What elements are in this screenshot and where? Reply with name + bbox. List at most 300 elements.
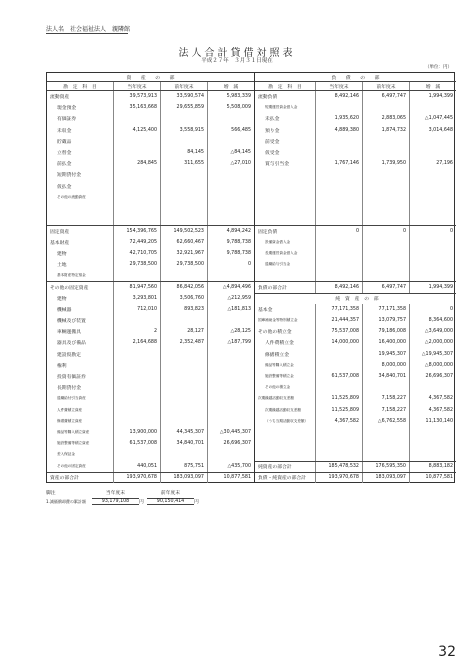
liability-row [255, 181, 456, 192]
liability-account-label: 流動負債 [255, 91, 316, 102]
liability-prev-value: 79,186,008 [363, 326, 410, 337]
liability-row [255, 192, 456, 203]
org-label: 法人名 [46, 26, 65, 33]
asset-cur-value: 2,164,688 [114, 337, 161, 348]
liability-prev-value: 1,739,950 [363, 158, 410, 169]
asset-diff-value [208, 270, 254, 281]
asset-diff-value: 5,508,009 [226, 105, 251, 111]
liability-prev-value [363, 270, 410, 281]
asset-row [47, 169, 254, 180]
asset-cur-value: 2 [114, 326, 161, 337]
liability-cur-value [316, 102, 363, 113]
liabilities-column-headers [255, 82, 456, 91]
liability-account-label [255, 169, 316, 180]
asset-account-label: 立替金 [47, 147, 114, 158]
liability-account-label [255, 270, 316, 281]
asset-account-label: その他の流動資産 [47, 192, 114, 203]
liability-prev-value: 7,158,227 [363, 393, 410, 404]
liability-cur-value [316, 259, 363, 270]
asset-cur-value: 3,293,801 [114, 293, 161, 304]
asset-cur-value [114, 382, 161, 393]
liability-row [255, 461, 456, 472]
liability-diff-value [410, 192, 456, 203]
liability-row [255, 337, 456, 348]
liab-col-current: 当年度末 [316, 82, 363, 90]
liability-row [255, 371, 456, 382]
liability-prev-value [363, 237, 410, 248]
liability-account-label: その他の積立金 [255, 326, 316, 337]
asset-cur-value [114, 371, 161, 382]
asset-row [47, 270, 254, 281]
liability-cur-value [316, 136, 363, 147]
asset-cur-value [114, 270, 161, 281]
liability-cur-value: 4,367,582 [316, 416, 363, 427]
liability-prev-value: 6,497,747 [363, 282, 410, 292]
asset-account-label: 建物 [47, 293, 114, 304]
asset-diff-value: 26,696,307 [223, 441, 251, 447]
asset-cur-value [114, 192, 161, 203]
asset-prev-value [161, 113, 208, 124]
liability-prev-value: 34,840,701 [363, 371, 410, 382]
liability-account-label: 純 資 産 の 部 [335, 297, 379, 303]
asset-row [47, 304, 254, 315]
liability-account-label [255, 181, 316, 192]
liability-account-label: 負債・純資産の部合計 [255, 473, 316, 483]
asset-cur-value: 29,738,500 [114, 259, 161, 270]
liability-cur-value: 8,492,146 [316, 282, 363, 292]
asset-cur-value: 35,163,668 [114, 102, 161, 113]
liability-cur-value [316, 438, 363, 449]
asset-account-label [47, 203, 114, 214]
asset-prev-value: 34,840,701 [161, 438, 208, 449]
asset-row [47, 382, 254, 393]
asset-diff-value [208, 393, 254, 404]
asset-cur-value [114, 136, 161, 147]
asset-row [47, 225, 254, 236]
liability-prev-value: 7,158,227 [363, 405, 410, 416]
liability-account-label [255, 449, 316, 460]
liability-prev-value [363, 214, 410, 225]
footnote-previous-value: 90,150,414 [147, 498, 194, 505]
footnote-current-value: 93,179,108 [92, 498, 139, 505]
liability-row [255, 169, 456, 180]
assets-column-headers [47, 82, 254, 91]
asset-prev-value [161, 214, 208, 225]
liability-cur-value: 4,889,380 [316, 125, 363, 136]
liability-account-label: 国庫補助金等特別積立金 [255, 315, 316, 326]
asset-diff-value: 10,877,581 [223, 475, 251, 481]
liability-cur-value [316, 237, 363, 248]
asset-prev-value [161, 382, 208, 393]
liability-cur-value [316, 360, 363, 371]
liability-account-label: 基本金 [255, 304, 316, 315]
liability-cur-value [316, 203, 363, 214]
liability-cur-value: 11,525,809 [316, 405, 363, 416]
asset-diff-value [208, 136, 254, 147]
asset-prev-value: 183,093,097 [161, 473, 208, 483]
footnote-table [46, 488, 286, 506]
asset-cur-value [114, 214, 161, 225]
page-number: 32 [438, 644, 456, 660]
liability-row [255, 427, 456, 438]
asset-account-label: 短期貸付金 [47, 169, 114, 180]
asset-prev-value: 33,590,574 [161, 91, 208, 102]
liability-diff-value: 27,196 [436, 161, 453, 167]
assets-section-header [47, 73, 254, 82]
liability-row [255, 147, 456, 158]
asset-prev-value: 29,655,859 [161, 102, 208, 113]
assets-section-title: 資 産 の 部 [126, 75, 175, 81]
asset-diff-value [208, 203, 254, 214]
liability-cur-value: 61,537,008 [316, 371, 363, 382]
org-header [46, 24, 130, 33]
liability-row [255, 237, 456, 248]
assets-col-account: 勘 定 科 目 [47, 82, 114, 90]
asset-prev-value: 311,655 [161, 158, 208, 169]
liability-row [255, 281, 456, 292]
liability-row [255, 326, 456, 337]
liability-prev-value: 16,400,000 [363, 337, 410, 348]
liability-prev-value [363, 248, 410, 259]
liability-cur-value: 193,970,678 [316, 473, 363, 483]
liability-diff-value: 3,014,648 [428, 127, 453, 133]
liability-diff-value: △1,047,445 [424, 116, 453, 122]
asset-account-label: 人件費積立資産 [47, 405, 114, 416]
asset-prev-value [161, 416, 208, 427]
liability-row [255, 349, 456, 360]
liability-account-label: 未払金 [255, 113, 316, 124]
asset-prev-value: 28,127 [161, 326, 208, 337]
liability-account-label: 預り金 [255, 125, 316, 136]
asset-diff-value: 566,485 [231, 127, 251, 133]
asset-prev-value [161, 181, 208, 192]
asset-account-label: 車輌運搬具 [47, 326, 114, 337]
liability-prev-value [363, 259, 410, 270]
asset-prev-value: 86,842,056 [161, 282, 208, 292]
liability-row [255, 259, 456, 270]
asset-cur-value [114, 393, 161, 404]
liability-row [255, 270, 456, 281]
liability-cur-value [316, 449, 363, 460]
liability-cur-value: 1,767,146 [316, 158, 363, 169]
liab-col-account: 勘 定 科 目 [255, 82, 316, 90]
liability-row [255, 136, 456, 147]
asset-row [47, 360, 254, 371]
liability-cur-value [316, 147, 363, 158]
asset-diff-value: △84,145 [230, 150, 251, 156]
asset-row [47, 405, 254, 416]
asset-prev-value [161, 360, 208, 371]
asset-account-label: 現金預金 [47, 102, 114, 113]
liability-diff-value: △2,000,000 [424, 340, 453, 346]
footnote-yen-2: 円 [194, 500, 199, 505]
asset-row [47, 125, 254, 136]
asset-diff-value: △212,959 [227, 295, 251, 301]
asset-account-label: 長期貸付金 [47, 382, 114, 393]
liability-diff-value [410, 102, 456, 113]
liability-diff-value [410, 259, 456, 270]
asset-account-label: 差入保証金 [47, 449, 114, 460]
asset-account-label: 建物 [47, 248, 114, 259]
liability-row [255, 405, 456, 416]
liability-account-label: 短期運営資金借入金 [255, 102, 316, 113]
liability-diff-value: 8,364,600 [428, 318, 453, 324]
asset-account-label: 前払金 [47, 158, 114, 169]
asset-account-label: 投資有価証券 [47, 371, 114, 382]
asset-cur-value [114, 349, 161, 360]
liability-row [255, 472, 456, 483]
asset-prev-value [161, 371, 208, 382]
liability-diff-value [410, 181, 456, 192]
asset-prev-value [161, 270, 208, 281]
liability-prev-value: 77,171,358 [363, 304, 410, 315]
liability-cur-value [316, 181, 363, 192]
assets-col-previous: 前年度末 [161, 82, 208, 90]
asset-row [47, 102, 254, 113]
liability-account-label: 前受金 [255, 136, 316, 147]
asset-account-label: 退職給付引当資産 [47, 393, 114, 404]
page-subtitle: 平成２７年 ３月３１日現在 [201, 58, 273, 64]
asset-prev-value [161, 203, 208, 214]
asset-cur-value: 440,051 [114, 461, 161, 472]
asset-row [47, 416, 254, 427]
liability-diff-value [410, 438, 456, 449]
liability-row [255, 304, 456, 315]
asset-row [47, 91, 254, 102]
asset-cur-value [114, 315, 161, 326]
liability-cur-value: 21,444,357 [316, 315, 363, 326]
liability-cur-value: 1,935,620 [316, 113, 363, 124]
org-name: 社会福祉法人 親隣館 [70, 26, 131, 33]
asset-account-label: 機械及び装置 [47, 315, 114, 326]
asset-prev-value: 875,751 [161, 461, 208, 472]
liability-account-label: 長期運営資金借入金 [255, 248, 316, 259]
liability-account-label [255, 192, 316, 203]
asset-account-label: 基本財産特定預金 [47, 270, 114, 281]
liability-diff-value: 10,877,581 [425, 475, 453, 481]
liability-diff-value: 0 [449, 306, 453, 312]
liability-diff-value: △8,000,000 [424, 362, 453, 368]
footnote-header-row [46, 488, 286, 497]
asset-diff-value: △30,445,307 [219, 430, 251, 436]
asset-prev-value: 3,558,915 [161, 125, 208, 136]
liability-diff-value: 8,883,182 [428, 464, 453, 470]
asset-row [47, 136, 254, 147]
asset-row [47, 281, 254, 292]
asset-diff-value [208, 315, 254, 326]
asset-prev-value: 62,660,467 [161, 237, 208, 248]
liability-cur-value [316, 382, 363, 393]
asset-account-label: 固定資産 [47, 226, 114, 236]
asset-prev-value [161, 449, 208, 460]
liability-cur-value [316, 214, 363, 225]
liability-account-label: 修繕積立金 [255, 349, 316, 360]
liability-prev-value: 176,595,350 [363, 462, 410, 472]
liability-account-label: その他の積立金 [255, 382, 316, 393]
asset-cur-value [114, 360, 161, 371]
liability-prev-value: 2,883,065 [363, 113, 410, 124]
asset-prev-value: 3,506,760 [161, 293, 208, 304]
asset-prev-value [161, 405, 208, 416]
liability-account-label: （うち当期活動収支差額） [255, 416, 316, 427]
liability-account-label: 人件費積立金 [255, 337, 316, 348]
liability-diff-value: 4,367,582 [428, 407, 453, 413]
liability-cur-value [316, 169, 363, 180]
asset-cur-value [114, 169, 161, 180]
asset-diff-value: △28,125 [230, 329, 251, 335]
liability-account-label [255, 438, 316, 449]
asset-cur-value: 284,845 [114, 158, 161, 169]
page-title: 法人合計貸借対照表 [178, 48, 296, 59]
liability-account-label: 負債の部合計 [255, 282, 316, 292]
asset-diff-value: △27,010 [230, 161, 251, 167]
asset-account-label: 資産の部合計 [47, 473, 114, 483]
liability-row [255, 382, 456, 393]
asset-row [47, 393, 254, 404]
asset-diff-value [208, 192, 254, 203]
liability-cur-value [316, 427, 363, 438]
asset-row [47, 113, 254, 124]
liability-account-label [255, 427, 316, 438]
footnote-col-previous: 前年度末 [160, 491, 181, 496]
asset-diff-value: △4,894,496 [222, 284, 251, 290]
asset-row [47, 248, 254, 259]
liability-diff-value: 11,130,140 [425, 418, 453, 424]
asset-row [47, 438, 254, 449]
liability-prev-value: 1,874,732 [363, 125, 410, 136]
asset-diff-value [208, 349, 254, 360]
liability-cur-value [316, 270, 363, 281]
asset-diff-value [208, 449, 254, 460]
asset-cur-value: 61,537,008 [114, 438, 161, 449]
liability-prev-value [363, 382, 410, 393]
asset-diff-value [208, 371, 254, 382]
liability-account-label [255, 214, 316, 225]
liability-prev-value [363, 181, 410, 192]
asset-row [47, 158, 254, 169]
liability-prev-value: 8,000,000 [363, 360, 410, 371]
liability-account-label: 仮受金 [255, 147, 316, 158]
asset-account-label: 器具及び備品 [47, 337, 114, 348]
liability-account-label: 次期繰越活動収支差額 [255, 393, 316, 404]
liab-col-change: 増 減 [425, 84, 441, 90]
assets-col-current: 当年度末 [114, 82, 161, 90]
asset-prev-value: 44,345,307 [161, 427, 208, 438]
liability-diff-value [410, 169, 456, 180]
asset-account-label: 修繕費積立資産 [47, 416, 114, 427]
liability-prev-value: 6,497,747 [363, 91, 410, 102]
liability-prev-value [363, 192, 410, 203]
liability-prev-value [363, 449, 410, 460]
asset-diff-value: 9,788,738 [226, 239, 251, 245]
liability-prev-value: 13,079,757 [363, 315, 410, 326]
liability-prev-value [363, 427, 410, 438]
liability-diff-value [410, 214, 456, 225]
liability-diff-value [410, 270, 456, 281]
org-underline [46, 33, 128, 34]
footnote-data-row [46, 497, 286, 506]
asset-diff-value: 9,788,738 [226, 250, 251, 256]
footnote-label: 脚注 [46, 491, 56, 496]
asset-prev-value [161, 393, 208, 404]
liability-diff-value: 1,994,399 [428, 94, 453, 100]
asset-row [47, 192, 254, 203]
liability-row [255, 315, 456, 326]
liability-diff-value: 1,994,399 [428, 284, 453, 290]
asset-prev-value: 29,738,500 [161, 259, 208, 270]
asset-cur-value [114, 181, 161, 192]
asset-account-label: 権利 [47, 360, 114, 371]
asset-row [47, 147, 254, 158]
liability-row [255, 293, 456, 304]
liability-diff-value [410, 203, 456, 214]
liability-prev-value [363, 147, 410, 158]
asset-cur-value: 42,710,705 [114, 248, 161, 259]
liabilities-section-header [255, 73, 456, 82]
liability-account-label: 施設整備等積立金 [255, 371, 316, 382]
assets-col-change: 増 減 [223, 84, 239, 90]
liability-row [255, 214, 456, 225]
liability-cur-value [316, 349, 363, 360]
liability-cur-value: 11,525,809 [316, 393, 363, 404]
liability-cur-value: 185,478,532 [316, 462, 363, 472]
asset-diff-value [208, 405, 254, 416]
asset-account-label [47, 214, 114, 225]
asset-account-label: 土地 [47, 259, 114, 270]
asset-account-label: その他の固定資産 [47, 282, 114, 292]
asset-row [47, 259, 254, 270]
asset-account-label: 基本財産 [47, 237, 114, 248]
asset-row [47, 214, 254, 225]
asset-cur-value [114, 405, 161, 416]
asset-cur-value [114, 113, 161, 124]
asset-cur-value [114, 449, 161, 460]
liability-diff-value: △19,945,307 [421, 351, 453, 357]
asset-cur-value: 81,947,560 [114, 282, 161, 292]
asset-diff-value [208, 181, 254, 192]
liability-cur-value: 75,537,008 [316, 326, 363, 337]
asset-prev-value: 149,502,523 [161, 226, 208, 236]
asset-diff-value: 0 [247, 262, 251, 268]
liability-prev-value [363, 169, 410, 180]
asset-prev-value [161, 315, 208, 326]
balance-sheet-table [46, 72, 455, 483]
liability-account-label: 次期繰越活動収支差額 [255, 405, 316, 416]
liability-prev-value [363, 203, 410, 214]
asset-account-label: 建設仮勘定 [47, 349, 114, 360]
liability-prev-value [363, 102, 410, 113]
asset-prev-value: 2,352,487 [161, 337, 208, 348]
asset-row [47, 472, 254, 483]
asset-diff-value [208, 360, 254, 371]
liability-prev-value [363, 438, 410, 449]
liability-cur-value [316, 248, 363, 259]
asset-diff-value: △187,799 [227, 340, 251, 346]
asset-cur-value: 13,900,000 [114, 427, 161, 438]
asset-account-label: 機械器 [47, 304, 114, 315]
asset-row [47, 371, 254, 382]
asset-diff-value [208, 169, 254, 180]
asset-account-label: 仮払金 [47, 181, 114, 192]
liability-diff-value: △3,649,000 [424, 329, 453, 335]
asset-account-label: 施設整備等積立資産 [47, 438, 114, 449]
liability-row [255, 102, 456, 113]
asset-row [47, 461, 254, 472]
liability-diff-value: 4,367,582 [428, 396, 453, 402]
asset-diff-value: △435,700 [227, 463, 251, 469]
asset-row [47, 349, 254, 360]
liability-account-label: 賞与引当金 [255, 158, 316, 169]
